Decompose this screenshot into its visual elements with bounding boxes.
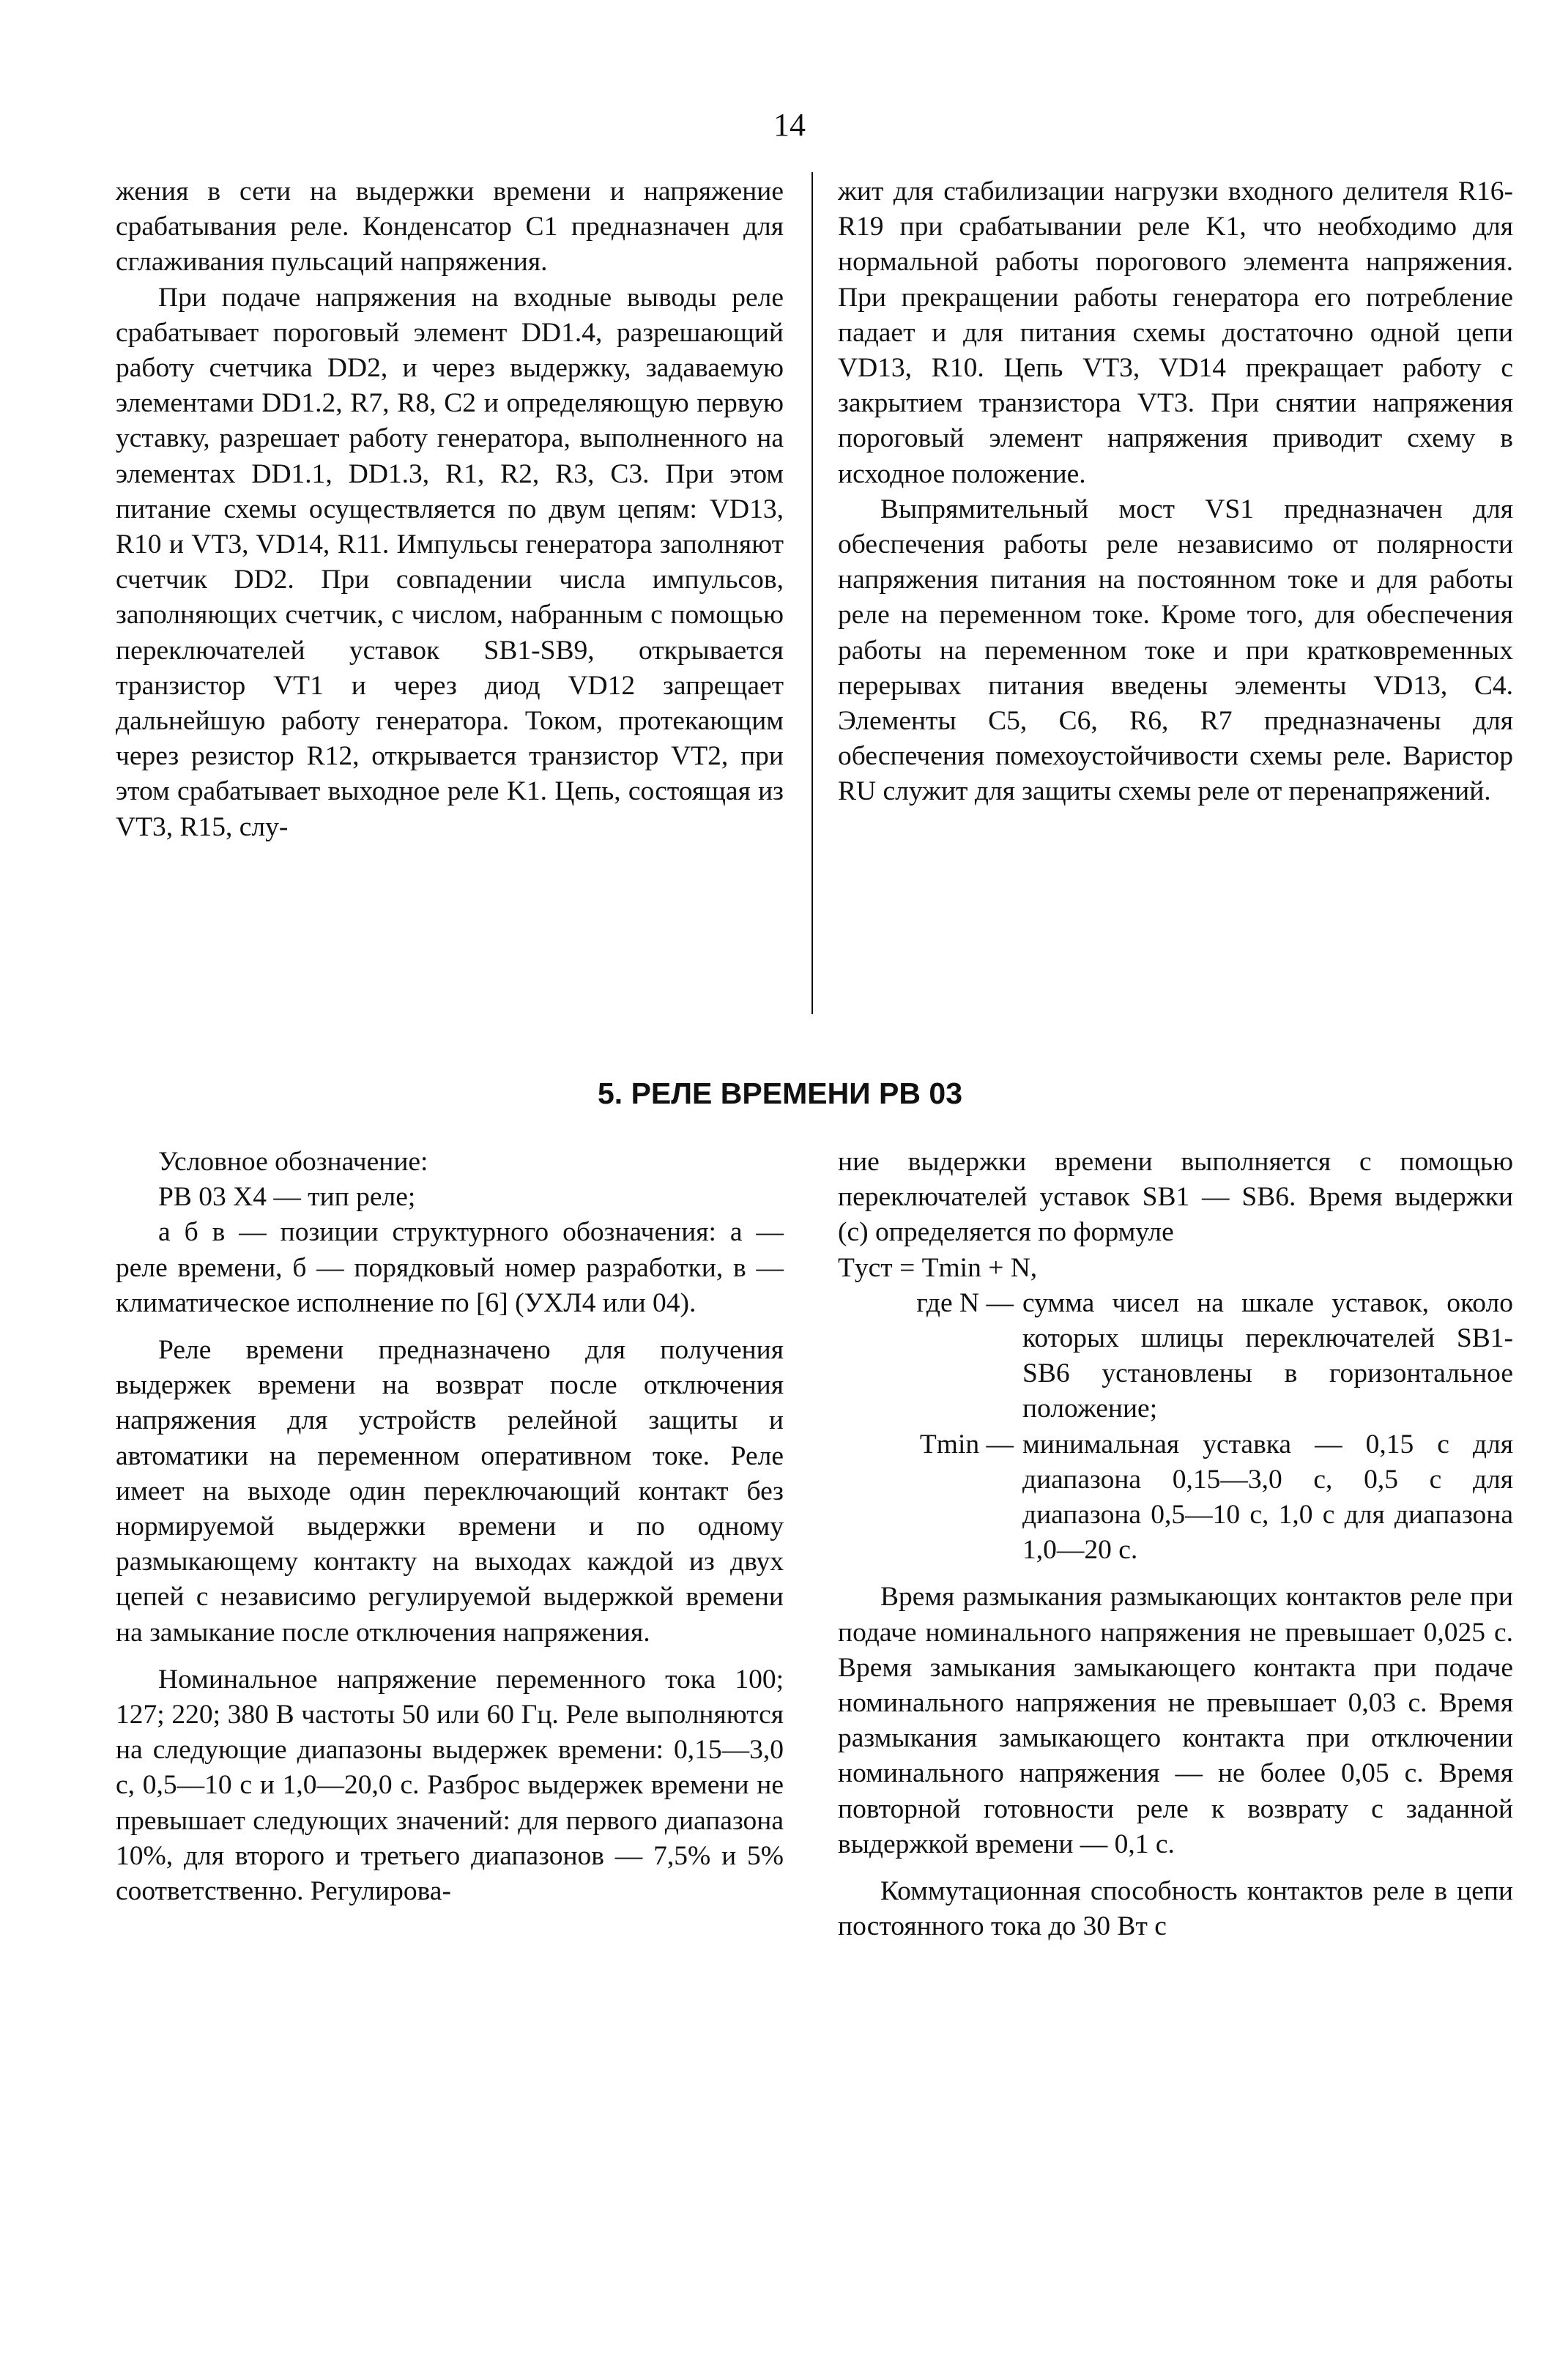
paragraph: ние выдержки времени выполняется с помощью переключателей уставок SB1 — SB6. Время выдержки (с) определяется по формуле	[838, 1147, 1513, 1248]
bottom-right-column	[838, 1145, 1513, 1944]
definition-body: сумма чисел на шкале уставок, около которых шлицы переключателей SB1-SB6 установлены в горизонтальное положение;	[1022, 1287, 1513, 1424]
top-right-column	[838, 174, 1513, 810]
definition-n	[838, 1286, 1513, 1427]
designation-positions: а б в — позиции структурного обозначения: а — реле времени, б — порядковый номер разработки, в — климатическое исполнение по [6] (УХЛ4 или 04).	[116, 1217, 784, 1318]
designation-label: Условное обозначение:	[158, 1147, 428, 1177]
paragraph: Реле времени предназначено для получения выдержек времени на возврат после отключения напряжения для устройств релейной защиты и автоматики на переменном оперативном токе. Реле имеет на выходе один переключающий контакт без нормируемой выдержки времени и по одному размыкающему контакту на выходах каждой из двух цепей с независимо регулируемой выдержкой времени на замыкание после отключения напряжения.	[116, 1335, 784, 1648]
designation-type: РВ 03 Х4 — тип реле;	[158, 1182, 416, 1213]
section-title: 5. РЕЛЕ ВРЕМЕНИ РВ 03	[597, 1076, 962, 1110]
top-left-column	[116, 174, 784, 845]
definition-term: Tmin —	[919, 1429, 1014, 1459]
paragraph: жит для стабилизации нагрузки входного делителя R16-R19 при срабатывании реле K1, что необходимо для нормальной работы порогового элемента напряжения. При прекращении работы генератора его потребление падает и для питания схемы достаточно одной цепи VD13, R10. Цепь VT3, VD14 прекращает работу с закрытием транзистора VT3. При снятии напряжения пороговый элемент напряжения приводит схему в исходное положение.	[838, 176, 1513, 489]
definition-body: минимальная уставка — 0,15 с для диапазона 0,15—3,0 с, 0,5 с для диапазона 0,5—10 с, 1,0 с для диапазона 1,0—20 с.	[1022, 1429, 1513, 1566]
bottom-left-column	[116, 1145, 784, 1909]
paragraph: жения в сети на выдержки времени и напряжение срабатывания реле. Конденсатор C1 предназначен для сглаживания пульсаций напряжения.	[116, 176, 784, 278]
paragraph: Номинальное напряжение переменного тока 100; 127; 220; 380 В частоты 50 или 60 Гц. Реле выполняются на следующие диапазоны выдержек времени: 0,15—3,0 с, 0,5—10 с и 1,0—20,0 с. Разброс выдержек времени не превышает следующих значений: для первого диапазона 10%, для второго и третьего диапазонов — 7,5% и 5% соответственно. Регулирова-	[116, 1664, 784, 1907]
column-divider	[811, 172, 813, 1014]
paragraph: Коммутационная способность контактов реле в цепи постоянного тока до 30 Вт с	[838, 1876, 1513, 1942]
paragraph: Выпрямительный мост VS1 предназначен для обеспечения работы реле независимо от полярности напряжения питания на постоянном токе и для работы реле на переменном токе. Кроме того, для обеспечения работы на переменном токе и при кратковременных перерывах питания введены элементы VD13, C4. Элементы C5, C6, R6, R7 предназначены для обеспечения помехоустойчивости схемы реле. Варистор RU служит для защиты схемы реле от перенапряжений.	[838, 494, 1513, 807]
paragraph: При подаче напряжения на входные выводы реле срабатывает пороговый элемент DD1.4, разрешающий работу счетчика DD2, и через выдержку, задаваемую элементами DD1.2, R7, R8, C2 и определяющую первую уставку, разрешает работу генератора, выполненного на элементах DD1.1, DD1.3, R1, R2, R3, C3. При этом питание схемы осуществляется по двум цепям: VD13, R10 и VT3, VD14, R11. Импульсы генератора заполняют счетчик DD2. При совпадении числа импульсов, заполняющих счетчик, с числом, набранным с помощью переключателей уставок SB1-SB9, открывается транзистор VT1 и через диод VD12 запрещает дальнейшую работу генератора. Током, протекающим через резистор R12, открывается транзистор VT2, при этом срабатывает выходное реле K1. Цепь, состоящая из VT3, R15, слу-	[116, 282, 784, 842]
page-number: 14	[773, 107, 806, 143]
paragraph: Время размыкания размыкающих контактов реле при подаче номинального напряжения не превышает 0,025 с. Время замыкания замыкающего контакта при подаче номинального напряжения не превышает 0,03 с. Время размыкания замыкающего контакта при отключении номинального напряжения — не более 0,05 с. Время повторной готовности реле к возврату с заданной выдержкой времени — 0,1 с.	[838, 1582, 1513, 1859]
formula: Tуст = Tmin + N,	[838, 1252, 1038, 1283]
definition-tmin	[838, 1427, 1513, 1569]
definition-term: где N —	[916, 1287, 1014, 1318]
